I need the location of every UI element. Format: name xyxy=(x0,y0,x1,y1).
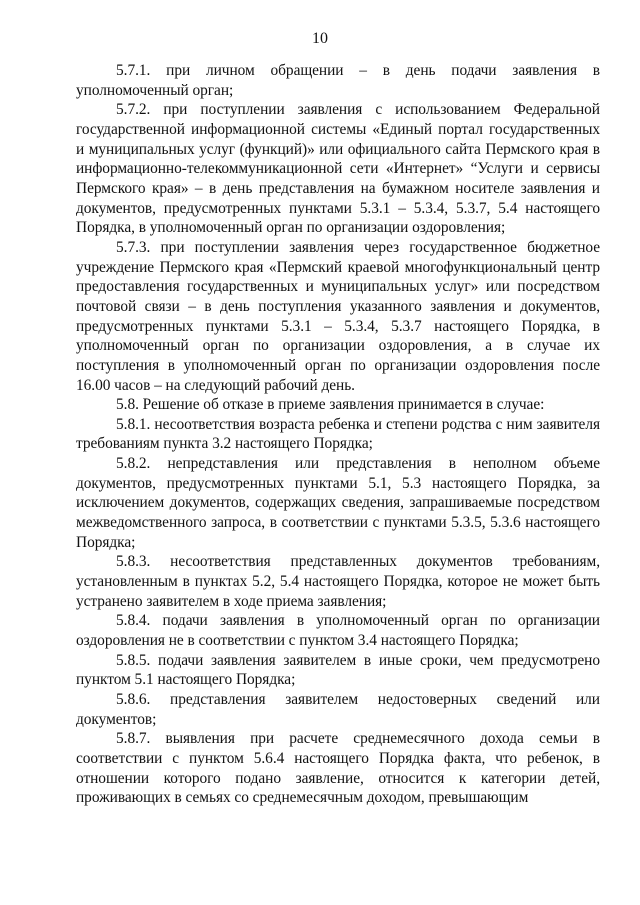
paragraph-5-8-6: 5.8.6. представления заявителем недостоверных сведений или документов; xyxy=(76,691,600,728)
page-number: 10 xyxy=(312,30,328,47)
paragraph-5-7-3: 5.7.3. при поступлении заявления через государственное бюджетное учреждение Пермского края «Пермский краевой многофункциональный центр предоставления государственных и муниципальных услуг» или посредством почтовой связи – в день поступления указанного заявления и документов, предусмотренных пунктами 5.3.1 – 5.3.4, 5.3.7 настоящего Порядка, в уполномоченный орган по организации оздоровления, а в случае их поступления в уполномоченный орган по организации оздоровления после 16.00 часов – на следующий рабочий день. xyxy=(76,238,600,394)
paragraph-5-8: 5.8. Решение об отказе в приеме заявления принимается в случае: xyxy=(116,396,545,414)
paragraph-5-8-1: 5.8.1. несоответствия возраста ребенка и степени родства с ним заявителя требованиям пункта 3.2 настоящего Порядка; xyxy=(76,415,600,453)
document-body xyxy=(76,61,600,808)
paragraph-5-7-1: 5.7.1. при личном обращении – в день подачи заявления в уполномоченный орган; xyxy=(76,62,600,99)
paragraph-5-7-2: 5.7.2. при поступлении заявления с использованием Федеральной государственной информационной системы «Единый портал государственных и муниципальных услуг (функций)» или официального сайта Пермского края в информационно-телекоммуникационной сети «Интернет» “Услуги и сервисы Пермского края» – в день представления на бумажном носителе заявления и документов, предусмотренных пунктами 5.3.1 – 5.3.4, 5.3.7, 5.4 настоящего Порядка, в уполномоченный орган по организации оздоровления; xyxy=(76,101,600,237)
paragraph-5-8-3: 5.8.3. несоответствия представленных документов требованиям, установленным в пунктах 5.2, 5.4 настоящего Порядка, которое не может быть устранено заявителем в ходе приема заявления; xyxy=(76,553,600,610)
paragraph-5-8-7: 5.8.7. выявления при расчете среднемесячного дохода семьи в соответствии с пунктом 5.6.4 настоящего Порядка факта, что ребенок, в отношении которого подано заявление, относится к категории детей, проживающих в семьях со среднемесячным доходом, превышающим xyxy=(76,730,600,807)
paragraph-5-8-4: 5.8.4. подачи заявления в уполномоченный орган по организации оздоровления не в соответствии с пунктом 3.4 настоящего Порядка; xyxy=(76,612,600,650)
paragraph-5-8-5: 5.8.5. подачи заявления заявителем в иные сроки, чем предусмотрено пунктом 5.1 настоящего Порядка; xyxy=(76,651,600,689)
paragraph-5-8-2: 5.8.2. непредставления или представления в неполном объеме документов, предусмотренных пунктами 5.1, 5.3 настоящего Порядка, за исключением документов, содержащих сведения, запрашиваемые посредством межведомственного запроса, в соответствии с пунктами 5.3.5, 5.3.6 настоящего Порядка; xyxy=(76,455,600,551)
